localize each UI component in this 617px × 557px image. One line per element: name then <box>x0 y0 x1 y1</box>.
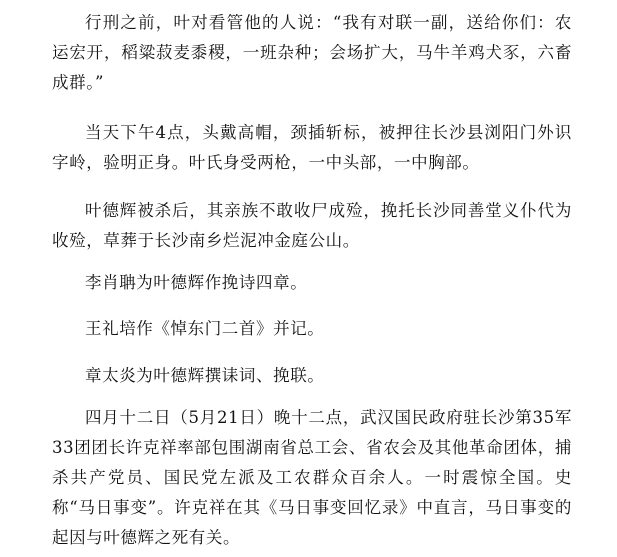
paragraph-last-words: 行刑之前，叶对看管他的人说：“我有对联一副，送给你们：农运宏开，稻粱菽麦黍稷，一班杂种；会场扩大，马牛羊鸡犬豕，六畜成群。” <box>52 13 572 92</box>
paragraph-eulogy: 章太炎为叶德辉撰诔词、挽联。 <box>85 366 325 385</box>
paragraph-mari-incident: 四月十二日（5月21日）晚十二点，武汉国民政府驻长沙第35军33团团长许克祥率部包围湖南省总工会、省农会及其他革命团体，捕杀共产党员、国民党左派及工农群众百余人。一时震惊全国。史称“马日事变”。许克祥在其《马日事变回忆录》中直言，马日事变的起因与叶德辉之死有关。 <box>52 408 572 547</box>
paragraph-mourning-poems: 王礼培作《悼东门二首》并记。 <box>85 319 325 338</box>
paragraph-burial: 叶德辉被杀后，其亲族不敢收尸成殓，挽托长沙同善堂义仆代为收殓，草葬于长沙南乡烂泥冲金庭公山。 <box>52 201 572 250</box>
paragraph-elegy-poems: 李肖聃为叶德辉作挽诗四章。 <box>85 273 308 292</box>
paragraph-execution: 当天下午4点，头戴高帽，颈插斩标，被押往长沙县浏阳门外识字岭，验明正身。叶氏身受两枪，一中头部，一中胸部。 <box>52 123 572 172</box>
